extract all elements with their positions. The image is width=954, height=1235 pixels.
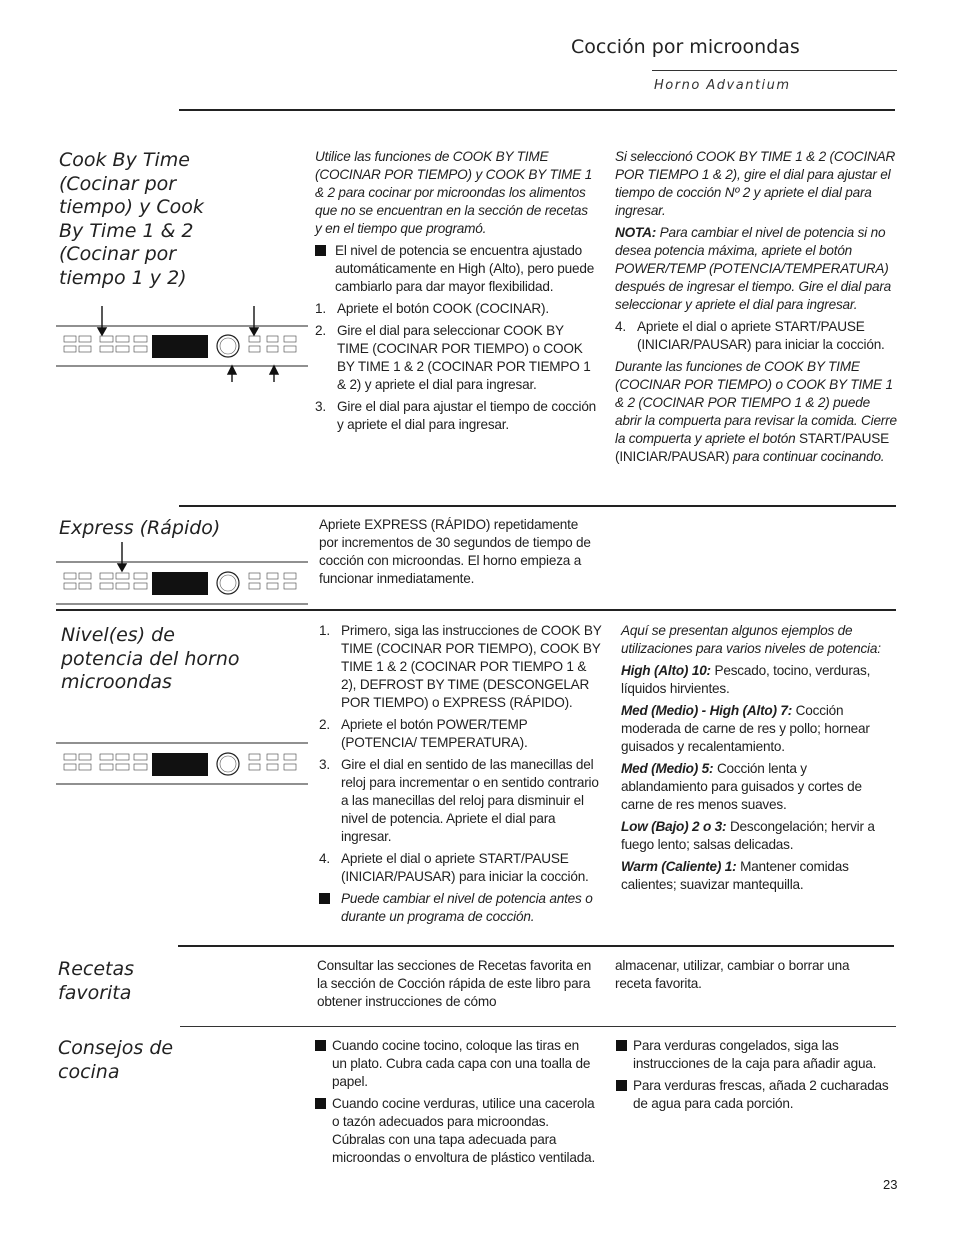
list-item: 3. Gire el dial para ajustar el tiempo de cocción y apriete el dial para ingresar. bbox=[315, 399, 597, 432]
list-item: Med (Medio) 5: Cocción lenta y ablandamiento para guisados y cortes de carne de res menos suaves. bbox=[621, 761, 862, 812]
express-text: Apriete EXPRESS (RÁPIDO) repetidamente por incrementos de 30 segundos de tiempo de cocción con microondas. El horno empieza a funcionar inmediatamente. bbox=[319, 517, 591, 586]
tips-col2 bbox=[616, 1037, 898, 1117]
section-divider bbox=[56, 609, 896, 611]
list-item: 2. Gire el dial para seleccionar COOK BY TIME (COCINAR POR TIEMPO) o COOK BY TIME 1 & 2 (COCINAR POR TIEMPO 1 & 2) y apriete el dial para ingresar. bbox=[315, 323, 591, 392]
bullet-square-icon bbox=[315, 1040, 326, 1051]
express-title: Express (Rápido) bbox=[59, 517, 221, 539]
cook-by-time-col2 bbox=[615, 148, 897, 470]
list-item: Para verduras congelados, siga las instrucciones de la caja para añadir agua. bbox=[616, 1037, 898, 1073]
list-item: 3. Gire el dial en sentido de las manecillas del reloj para incrementar o en sentido contrario a las manecillas del reloj para disminuir el nivel de potencia. Apriete el dial para ingresar. bbox=[319, 757, 599, 844]
favorites-text-col2: almacenar, utilizar, cambiar o borrar una receta favorita. bbox=[615, 958, 850, 991]
list-item: 4. Apriete el dial o apriete START/PAUSE (INICIAR/PAUSAR) para iniciar la cocción. bbox=[319, 851, 589, 884]
list-item: Cuando cocine verduras, utilice una cacerola o tazón adecuados para microondas. Cúbralas con una tapa adecuada para microondas o envoltura de plástico ventilada. bbox=[315, 1095, 597, 1167]
control-panel-illustration-2 bbox=[56, 542, 308, 606]
bullet-square-icon bbox=[319, 893, 330, 904]
tips-col1 bbox=[315, 1037, 597, 1171]
list-item: 2. Apriete el botón POWER/TEMP (POTENCIA/ TEMPERATURA). bbox=[319, 717, 528, 750]
bullet-square-icon bbox=[616, 1080, 627, 1091]
favorites-text-col1: Consultar las secciones de Recetas favorita en la sección de Cocción rápida de este libro para obtener instrucciones de cómo bbox=[317, 958, 592, 1009]
examples-intro: Aquí se presentan algunos ejemplos de utilizaciones para varios niveles de potencia: bbox=[621, 623, 881, 656]
section-divider bbox=[178, 945, 894, 947]
power-levels-title: Nivel(es) de potencia del horno microondas bbox=[61, 624, 240, 693]
power-levels-bullet: Puede cambiar el nivel de potencia antes o durante un programa de cocción. bbox=[319, 890, 605, 926]
list-item: 4. Apriete el dial o apriete START/PAUSE (INICIAR/PAUSAR) para iniciar la cocción. bbox=[615, 319, 885, 352]
list-item: High (Alto) 10: Pescado, tocino, verduras, líquidos hirvientes. bbox=[621, 663, 871, 696]
section-divider bbox=[180, 1026, 896, 1027]
list-item: Cuando cocine tocino, coloque las tiras en un plato. Cubra cada capa con una toalla de papel. bbox=[315, 1037, 597, 1091]
page-number: 23 bbox=[883, 1177, 898, 1192]
favorites-title: Recetas favorita bbox=[58, 958, 135, 1004]
list-item: Para verduras frescas, añada 2 cucharadas de agua para cada porción. bbox=[616, 1077, 898, 1113]
header-rule bbox=[652, 70, 897, 71]
control-panel-illustration-3 bbox=[56, 742, 308, 786]
bullet-square-icon bbox=[315, 245, 326, 256]
cook-by-time-title: Cook By Time (Cocinar por tiempo) y Cook By Time 1 & 2 (Cocinar por tiempo 1 y 2) bbox=[59, 149, 204, 289]
section-divider bbox=[179, 109, 895, 111]
cook-by-time-intro: Utilice las funciones de COOK BY TIME (COCINAR POR TIEMPO) y COOK BY TIME 1 & 2 para cocinar por microondas los alimentos que no se encuentran en la sección de recetas y en el tiempo que programó. bbox=[315, 149, 593, 236]
list-item: Warm (Caliente) 1: Mantener comidas calientes; suavizar mantequilla. bbox=[621, 859, 849, 892]
page-subtitle: Horno Advantium bbox=[654, 78, 791, 93]
page-title: Cocción por microondas bbox=[571, 36, 800, 58]
section-divider bbox=[179, 505, 896, 507]
cook-by-time-bullet: El nivel de potencia se encuentra ajustado automáticamente en High (Alto), pero puede cambiarlo para dar mayor flexibilidad. bbox=[315, 242, 597, 296]
cook-by-time-col1 bbox=[315, 148, 597, 438]
power-levels-examples bbox=[621, 622, 896, 898]
list-item: Med (Medio) - High (Alto) 7: Cocción moderada de carne de res y pollo; hornear guisados y recalentamiento. bbox=[621, 703, 870, 754]
control-panel-illustration-1 bbox=[56, 304, 308, 384]
power-levels-steps bbox=[319, 622, 605, 930]
bullet-square-icon bbox=[616, 1040, 627, 1051]
bullet-square-icon bbox=[315, 1098, 326, 1109]
cook-by-time-note: NOTA: Para cambiar el nivel de potencia si no desea potencia máxima, apriete el botón POWER/TEMP (POTENCIA/TEMPERATURA) después de ingresar el tiempo. Gire el dial para seleccionar y apriete el dial para ingresar. bbox=[615, 225, 892, 312]
list-item: Low (Bajo) 2 o 3: Descongelación; hervir a fuego lento; salsas delicadas. bbox=[621, 819, 875, 852]
list-item: 1. Apriete el botón COOK (COCINAR). bbox=[315, 301, 549, 316]
list-item: 1. Primero, siga las instrucciones de COOK BY TIME (COCINAR POR TIEMPO), COOK BY TIME 1 & 2 (COCINAR POR TIEMPO 1 & 2), DEFROST BY TIME (DESCONGELAR POR TIEMPO) o EXPRESS (RÁPIDO). bbox=[319, 623, 602, 710]
cook-by-time-outro: Durante las funciones de COOK BY TIME (COCINAR POR TIEMPO) o COOK BY TIME 1 & 2 (COCINAR POR TIEMPO 1 & 2) puede abrir la compuerta para revisar la comida. Cierre la compuerta y apriete el botón START/PAUSE (INICIAR/PAUSAR) para continuar cocinando. bbox=[615, 359, 897, 464]
tips-title: Consejos de cocina bbox=[58, 1037, 174, 1083]
cook-by-time-col2-intro: Si seleccionó COOK BY TIME 1 & 2 (COCINAR POR TIEMPO 1 & 2), gire el dial para ajustar el tiempo de cocción Nº 2 y apriete el dial para ingresar. bbox=[615, 149, 896, 218]
